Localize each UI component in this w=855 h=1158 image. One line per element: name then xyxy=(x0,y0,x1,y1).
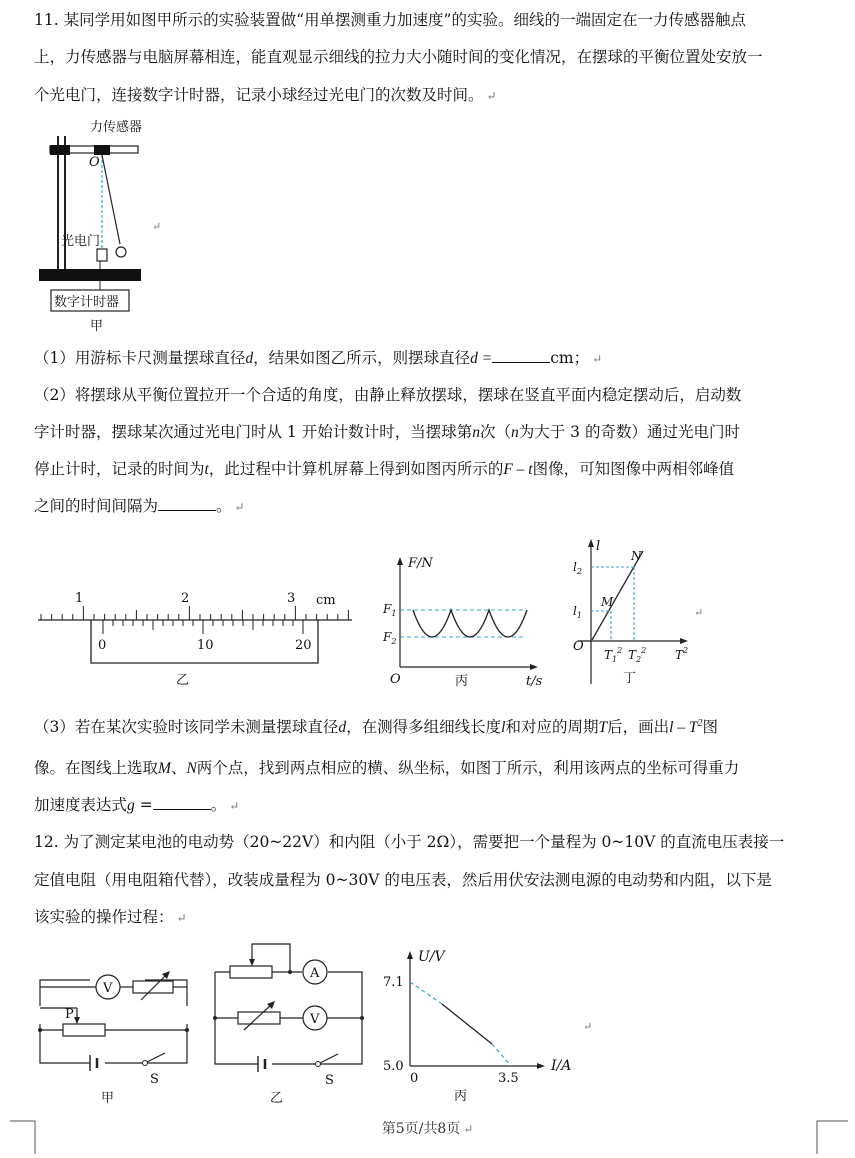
q11-part2-line4: 之间的时间间隔为 。 ↵ xyxy=(34,497,245,515)
ui-xtick-origin: 0 xyxy=(410,1071,419,1086)
ft-f2-label: $F_2$ xyxy=(383,630,397,646)
photogate xyxy=(97,249,107,261)
photogate-label: 光电门 xyxy=(61,234,101,249)
svg-text:A: A xyxy=(310,966,320,981)
main-scale-3: 3 xyxy=(287,591,296,606)
circuit-yi xyxy=(210,938,370,1108)
resistance-box-yi xyxy=(238,1012,280,1024)
caption-ui-graph: 丙 xyxy=(454,1089,468,1104)
lt-t1-label: $T_1^2$ xyxy=(604,646,623,664)
caption-ding: 丁 xyxy=(623,671,637,686)
figure-bing-ft-graph xyxy=(380,555,555,690)
q11-intro-line2: 上，力传感器与电脑屏幕相连，能直观显示细线的拉力大小随时间的变化情况，在摆球的平衡位置处安放一 xyxy=(34,48,763,66)
ui-ytick-bottom: 5.0 xyxy=(383,1059,404,1074)
lt-line xyxy=(592,551,643,640)
svg-text:↵: ↵ xyxy=(694,606,704,619)
figure-yi-caliper xyxy=(36,584,356,689)
svg-text:S: S xyxy=(325,1073,334,1088)
lt-m-label: M xyxy=(601,595,614,609)
pendulum-ball xyxy=(116,247,126,257)
vernier-scale-20: 20 xyxy=(295,638,312,653)
ft-curve xyxy=(413,610,527,637)
ft-xlabel: t/s xyxy=(526,674,543,689)
caption-bing: 丙 xyxy=(455,674,469,689)
answer-blank-interval[interactable] xyxy=(158,496,216,511)
lt-t2-label: $T_2^2$ xyxy=(628,646,647,664)
pivot-label: O xyxy=(89,155,100,170)
svg-text:↵: ↵ xyxy=(583,1020,593,1033)
ui-ylabel: U/V xyxy=(418,949,445,965)
caption-jia: 甲 xyxy=(90,319,104,334)
ui-ytick-top: 7.1 xyxy=(383,975,404,990)
figure-ui-graph xyxy=(380,942,605,1107)
svg-text:V: V xyxy=(103,981,113,996)
sensor-label: 力传感器 xyxy=(90,120,143,135)
q11-part1: （1）用游标卡尺测量摆球直径d，结果如图乙所示，则摆球直径d = cm； ↵ xyxy=(34,349,603,367)
lt-origin: O xyxy=(573,639,584,654)
q11-part2-line2: 字计时器，摆球某次通过光电门时从 1 开始计数计时，当摆球第n次（n为大于 3 的奇数）通过光电门时 xyxy=(34,423,740,441)
resistance-box-jia xyxy=(133,981,173,993)
q11-part2-line1: （2）将摆球从平衡位置拉开一个合适的角度，由静止释放摆球，摆球在竖直平面内稳定摆动后，启动数 xyxy=(34,386,742,404)
circuit-jia xyxy=(35,962,195,1110)
lt-l2-label: $l_2$ xyxy=(573,560,582,576)
switch-yi xyxy=(318,1054,338,1064)
figure-ding-lt-graph xyxy=(568,536,703,691)
svg-text:S: S xyxy=(150,1072,159,1087)
ft-origin: O xyxy=(390,672,401,687)
switch-jia xyxy=(145,1053,165,1063)
caption-circuit-yi: 乙 xyxy=(270,1091,284,1106)
q11-intro-line1: 11. 某同学用如图甲所示的实验装置做“用单摆测重力加速度”的实验。细线的一端固定在一力传感器触点 xyxy=(34,11,746,29)
lt-l1-label: $l_1$ xyxy=(573,604,582,620)
timer-label: 数字计时器 xyxy=(54,295,120,310)
q12-line2: 定值电阻（用电阻箱代替），改装成量程为 0~30V 的电压表，然后用伏安法测电源的电动势和内阻，以下是 xyxy=(34,871,772,889)
ui-xlabel: I/A xyxy=(551,1058,572,1074)
ft-f1-label: $F_1$ xyxy=(383,602,397,618)
q11-part3-line2: 像。在图线上选取M、N两个点，找到两点相应的横、纵坐标，如图丁所示，利用该两点的坐标可得重力 xyxy=(34,759,740,777)
lt-ylabel: l xyxy=(596,539,601,554)
q12-line1: 12. 为了测定某电池的电动势（20~22V）和内阻（小于 2Ω），需要把一个量程为 0~10V 的直流电压表接一 xyxy=(34,833,785,851)
main-scale-1: 1 xyxy=(75,591,84,606)
vernier-scale-0: 0 xyxy=(98,638,107,653)
ui-line xyxy=(442,1004,492,1044)
answer-blank-g[interactable] xyxy=(153,795,211,810)
slider-p-label: P xyxy=(65,1007,74,1022)
ft-ylabel: F/N xyxy=(408,556,433,571)
lt-xlabel: $T^2$ xyxy=(675,646,689,662)
svg-text:↵: ↵ xyxy=(152,220,162,233)
caption-circuit-jia: 甲 xyxy=(101,1091,115,1106)
ui-xtick-end: 3.5 xyxy=(498,1071,519,1086)
vernier-scale-10: 10 xyxy=(197,638,214,653)
q11-intro-line3: 个光电门，连接数字计时器，记录小球经过光电门的次数及时间。 ↵ xyxy=(34,86,497,104)
caliper-unit: cm xyxy=(316,593,336,608)
svg-text:V: V xyxy=(310,1012,320,1027)
q11-part3-line3: 加速度表达式g = 。 ↵ xyxy=(34,796,240,814)
figure-jia-apparatus xyxy=(36,112,166,337)
q11-part2-line3: 停止计时，记录的时间为t，此过程中计算机屏幕上得到如图丙所示的F – t图像，可知图像中两相邻峰值 xyxy=(34,460,735,478)
rheostat-yi xyxy=(230,966,272,978)
page-footer: 第5页/共8页 ↵ xyxy=(381,1121,474,1137)
q11-part3-line1: （3）若在某次实验时该同学未测量摆球直径d，在测得多组细线长度l和对应的周期T后，画出l – $T^2$图 xyxy=(34,718,719,737)
main-scale-2: 2 xyxy=(181,591,190,606)
q12-line3: 该实验的操作过程： ↵ xyxy=(34,908,187,926)
rheostat-jia xyxy=(63,1024,105,1036)
caption-yi: 乙 xyxy=(176,673,190,688)
lt-n-label: N xyxy=(631,549,642,563)
answer-blank-diameter[interactable] xyxy=(492,348,550,363)
